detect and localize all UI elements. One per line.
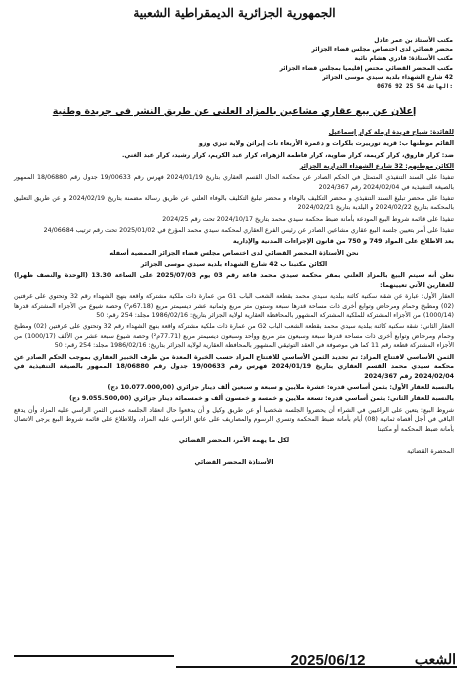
price-property-two: بالنسبة للعقار الثاني: بثمن أساسي قدره: تسعة ملايين و خمسة و خمسون ألف و خمسمائة دينار جزائري (9.055.500,00 دج) (69, 395, 454, 403)
sale-conditions: شروط البيع: يتعين على الراغبين في الشراء أن يحضروا الجلسة شخصيا أو عن طريق وكيل و أن يدفعوا حال انعقاد الجلسة خمس الثمن الراسي عليه المزاد وأن يدفع الباقي في أجل أقصاه ثمانية (08) أيام بأمانة ضبط المحكمة وتسري الرسوم والمصاريف على عاتق الراسي عليه المزاد، وللاطلاع على قائمة شروط البيع يرجى الاتصال بأمانة ضبط المحكمة أو مكتبنا (14, 406, 454, 433)
closing-line: لكل ما يهمه الأمر، المحضر القضائي (178, 436, 290, 444)
office-phone: 0676 92 25 54 الهاتف: (377, 83, 453, 91)
body-paragraph: تنفيذا على أمر بتعيين جلسة البيع عقاري مشاعين الصادر عن رئيس الفرع العقاري لمحكمة سيدي محمد المؤرخ في 2025/01/02 تحت رقم ترتيب 24/06684 (43, 227, 454, 235)
bailiff-statement: نحن الأستاذة المحضر القضائي لدى اختصاص مجلس قضاء الجزائر الممضية أسفله (109, 249, 359, 257)
footer-rule-left (14, 655, 174, 677)
publication-date: 2025/06/12 (290, 652, 366, 669)
body-paragraph: تنفيذا على قائمة شروط البيع المودعة بأمانة ضبط محكمة سيدي محمد بتاريخ 2024/10/17 تحت رقم 2024/25 (162, 215, 454, 223)
body-paragraph: بعد الاطلاع على المواد 749 و 750 من قانون الإجراءات المدنية والإدارية (232, 238, 454, 246)
bailiff-office-block (253, 36, 453, 91)
bailiff-address: الكائن مكتبنا ب 42 شارع الشهداء بلدية سيدي موسى الجزائر (140, 260, 328, 268)
newspaper-name: الشعب (414, 652, 456, 668)
signature-label: المحضرة القضائية (407, 448, 454, 456)
office-line: مكتب المحضر القضائي مختص إقليميا بمجلس قضاء الجزائر (279, 64, 453, 72)
property-two: العقار الثاني: شقة سكنية كائنة ببلدية سيدي محمد بقطعة الشعب الباب G2 من عمارة ذات ملكية مشتركة واقعة بنهج الشهداء رقم 32 وتحتوي على غرفتين (02) ومطبخ وحمام ومرحاض وتوابع أخرى ذات مساحة قدرها سبعة وسبعون متر مربع وواحد وسبعون ديسيمتر مربع (77.71م²) وحصة شيوع سبعة عشر من الألف (1000/17) من الأجزاء المشتركة قطعة رقم 11 كما هي موصوفة في العقد التوثيقي المشهور بالمحافظة العقارية لولاية الجزائر بتاريخ: 1986/02/16 مجلد: 254 رقم: 50 (14, 323, 455, 350)
office-line: 42 شارع الشهداء بلدية سيدي موسى الجزائر (322, 73, 453, 81)
property-one: العقار الأول: عبارة عن شقة سكنية كائنة ببلدية سيدي محمد بقطعة الشعب الباب G1 من عمارة ذات ملكية مشتركة واقعة بنهج الشهداء رقم 32 وتحتوي على غرفتين (02) ومطبخ وحمام ومرحاض وتوابع أخرى ذات مساحة قدرها سبعة وستون متر مربع وثمانية عشر ديسيمتر مربع (67.18م²) وحصة شيوع من الأجزاء المشتركة قدرها (1000/14) من الأجزاء المشتركة للملكية المشتركة المشهور بالمحافظة العقارية لولاية الجزائر بتاريخ: 1986/02/16 مجلد: 254 رقم: 50 (14, 293, 454, 320)
auction-announcement: نعلن أنه سيتم البيع بالمزاد العلني بمقر محكمة سيدي محمد قاعة رقم 03 يوم 2025/07/03 على الساعة 13.30 (الوحدة والنصف ظهرا) للعقارين الآتي تعيينهما: (14, 272, 455, 289)
office-line: محضر قضائي لدى اختصاص مجلس قضاء الجزائر (311, 46, 453, 54)
beneficiary-address: القائم موطنها ب: قرية تورييرت بلكرات و دغمرة الأربعاء نات إيراثن ولاية تيزي وزو (198, 140, 454, 148)
page-title: الجمهورية الجزائرية الديمقراطية الشعبية (133, 6, 336, 20)
body-paragraph: تنفيذا على محضر تبليغ السند التنفيذي و محضر التكليف بالوفاء و محضر تبليغ التكليف بالوفاء العلني عن طريق رسالة مضمنة بتاريخ 2024/02/19 و عن طريق التعليق بالمحكمة بتاريخ 2024/02/22 و البلدية بتاريخ 2024/02/21 (14, 194, 454, 212)
base-price: الثمن الأساسي لافتتاح المزاد: تم تحديد الثمن الأساسي للافتتاح المزاد حسب الخبرة المعدة من طرف الخبير العقاري بموجب الحكم الصادر عن محكمة سيدي محمد القسم العقاري بتاريخ 2024/01/19 فهرس رقم 19/00633 جدول رقم 18/06880 الممهور بالصيغة التنفيذية في 2024/02/04 رقم 2024/367 (14, 353, 455, 380)
office-line: مكتب الأستاذة: قادري هشام نائبة (354, 55, 453, 63)
defendants: ضد: كرار فاروق، كرار كريمة، كرار ضاوية، كرار فاطمة الزهراء، كرار عبد الكريم، كرار رشيد، كرار عبد الغني. (121, 151, 454, 159)
beneficiary: للفائدة: شباح فريدة ارملة كرار إسماعيل (328, 129, 454, 136)
price-property-one: بالنسبة للعقار الأول: بثمن أساسي قدره: عشرة ملايين و سبعة و سبعين ألف دينار جزائري (10.077.000,00 دج) (107, 383, 454, 391)
body-paragraph: تنفيذا على السند التنفيذي المتمثل في الحكم الصادر عن محكمة الحال القسم العقاري بتاريخ 2024/01/19 فهرس رقم 19/00633 جدول رقم 18/06880 الممهور بالصيغة التنفيذية في 2024/02/04 رقم 2024/367 (14, 174, 454, 191)
defendants-address: الكائن موطنهم: 32 شارع الشهداء الدرارية الجزائر (299, 162, 454, 170)
notice-body (14, 128, 454, 470)
office-line: مكتب الأستاذ بن عمر عادل (374, 37, 453, 44)
notice-title: إعلان عن بيع عقاري مشاعين بالمزاد العلني عن طريق النشر في جريدة وطنية (52, 106, 417, 117)
signature-name: الأستاذة المحضر القضائي (194, 459, 274, 467)
